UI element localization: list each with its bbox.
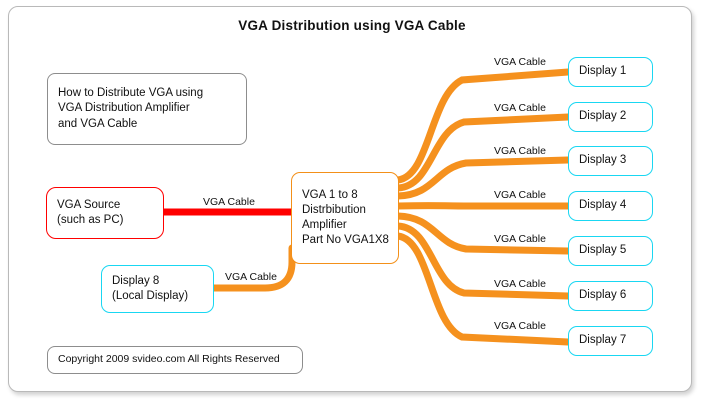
display-label-4: Display 4 bbox=[579, 199, 627, 212]
local-display-box bbox=[101, 265, 214, 313]
display-label-5: Display 5 bbox=[579, 244, 627, 257]
cable-label-display-4: VGA Cable bbox=[494, 189, 546, 201]
display-label-1: Display 1 bbox=[579, 65, 627, 78]
note-box bbox=[47, 73, 247, 145]
cable-label-display-2: VGA Cable bbox=[494, 102, 546, 114]
cable-label-display-7: VGA Cable bbox=[494, 320, 546, 332]
display-box-1 bbox=[568, 57, 653, 87]
vga-distribution-amplifier-box bbox=[291, 172, 399, 264]
local-display-line-1: Display 8 bbox=[112, 274, 160, 287]
note-line-2: VGA Distribution Amplifier bbox=[58, 102, 190, 115]
display-label-7: Display 7 bbox=[579, 334, 627, 347]
display-label-2: Display 2 bbox=[579, 110, 627, 123]
display-box-4 bbox=[568, 191, 653, 221]
display-box-3 bbox=[568, 146, 653, 176]
page-title: VGA Distribution using VGA Cable bbox=[238, 18, 466, 33]
display-label-3: Display 3 bbox=[579, 154, 627, 167]
cable-label-display-1: VGA Cable bbox=[494, 56, 546, 68]
cable-label-source: VGA Cable bbox=[203, 196, 255, 208]
local-display-line-2: (Local Display) bbox=[112, 290, 189, 302]
cable-label-display-6: VGA Cable bbox=[494, 278, 546, 290]
copyright-box bbox=[47, 346, 303, 374]
display-box-7 bbox=[568, 326, 653, 356]
note-line-3: and VGA Cable bbox=[58, 117, 138, 130]
copyright-text: Copyright 2009 svideo.com All Rights Reserved bbox=[58, 353, 280, 366]
amplifier-line-2: Distrbibution bbox=[302, 203, 366, 216]
vga-source-line-2: (such as PC) bbox=[57, 214, 124, 226]
vga-source-line-1: VGA Source bbox=[57, 198, 121, 211]
vga-source-box bbox=[46, 187, 164, 239]
cable-label-display-5: VGA Cable bbox=[494, 233, 546, 245]
cable-label-display-3: VGA Cable bbox=[494, 145, 546, 157]
amplifier-line-3: Amplifier bbox=[302, 219, 347, 231]
display-box-5 bbox=[568, 236, 653, 266]
cable-label-local-display: VGA Cable bbox=[225, 271, 277, 283]
display-box-6 bbox=[568, 281, 653, 311]
note-line-1: How to Distribute VGA using bbox=[58, 87, 204, 100]
amplifier-line-4: Part No VGA1X8 bbox=[302, 234, 389, 247]
display-label-6: Display 6 bbox=[579, 289, 627, 302]
display-box-2 bbox=[568, 102, 653, 132]
amplifier-line-1: VGA 1 to 8 bbox=[302, 188, 358, 201]
